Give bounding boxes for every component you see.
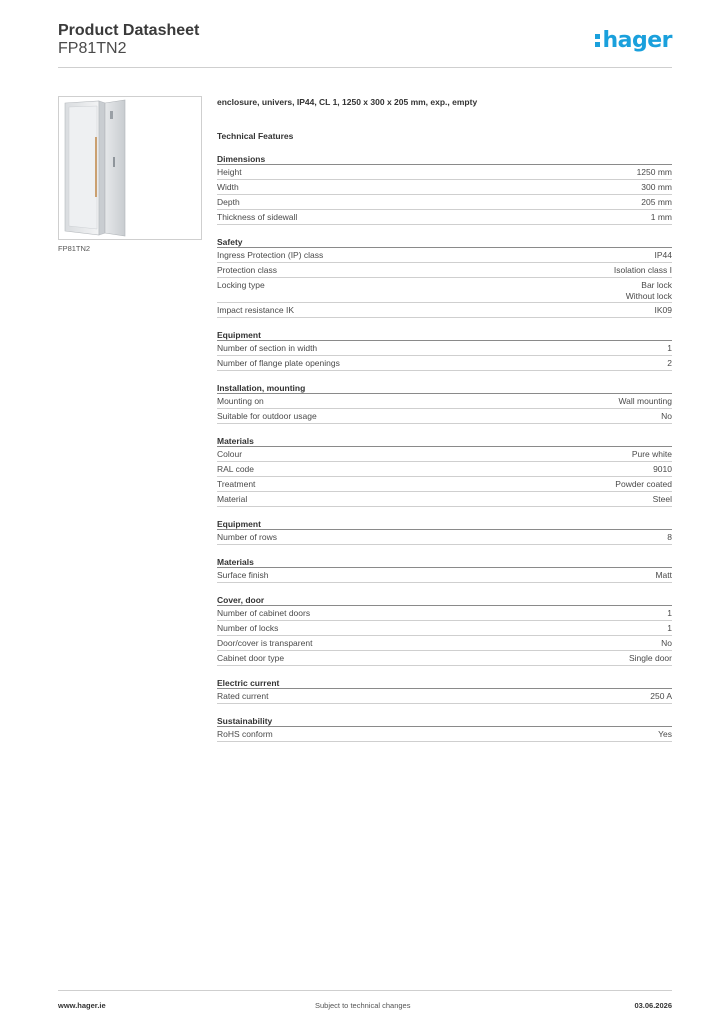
feature-row — [217, 636, 672, 651]
feature-value — [661, 638, 672, 649]
page-header — [58, 20, 672, 68]
feature-value-line: 205 mm — [641, 197, 672, 207]
image-caption: FP81TN2 — [58, 244, 91, 253]
feature-label: Depth — [217, 197, 240, 207]
feature-label: Ingress Protection (IP) class — [217, 250, 324, 260]
feature-label: Surface finish — [217, 570, 269, 580]
feature-section — [217, 517, 672, 545]
feature-row — [217, 492, 672, 507]
feature-value — [618, 396, 672, 407]
product-image — [58, 96, 202, 240]
section-title: Safety — [217, 235, 672, 248]
footer-website: www.hager.ie — [58, 1001, 106, 1010]
feature-value-line: Bar lock — [641, 280, 672, 290]
feature-value — [641, 182, 672, 193]
feature-value-line: 1 — [667, 343, 672, 353]
feature-row — [217, 568, 672, 583]
section-title: Materials — [217, 434, 672, 447]
feature-label: Width — [217, 182, 239, 192]
feature-value — [615, 479, 672, 490]
feature-row — [217, 303, 672, 318]
feature-section — [217, 434, 672, 507]
feature-value — [667, 608, 672, 619]
feature-value — [655, 305, 673, 316]
feature-value-line: 1250 mm — [636, 167, 672, 177]
feature-value — [667, 623, 672, 634]
feature-row — [217, 462, 672, 477]
feature-row — [217, 263, 672, 278]
feature-row — [217, 689, 672, 704]
feature-value-line: 250 A — [650, 691, 672, 701]
feature-row — [217, 530, 672, 545]
feature-section — [217, 381, 672, 424]
feature-row — [217, 210, 672, 225]
feature-label: Number of flange plate openings — [217, 358, 340, 368]
feature-row — [217, 651, 672, 666]
feature-value-line: 300 mm — [641, 182, 672, 192]
feature-row — [217, 195, 672, 210]
feature-label: Suitable for outdoor usage — [217, 411, 317, 421]
feature-row — [217, 621, 672, 636]
feature-label: Height — [217, 167, 242, 177]
section-title: Materials — [217, 555, 672, 568]
feature-value — [667, 343, 672, 354]
feature-value — [655, 570, 672, 581]
feature-label: Mounting on — [217, 396, 264, 406]
feature-value — [632, 449, 672, 460]
section-title: Electric current — [217, 676, 672, 689]
feature-row — [217, 165, 672, 180]
section-title: Dimensions — [217, 152, 672, 165]
feature-value-line: Yes — [658, 729, 672, 739]
footer-date: 03.06.2026 — [634, 1001, 672, 1010]
feature-value-line: No — [661, 638, 672, 648]
feature-value-line: 1 mm — [650, 212, 672, 222]
product-description: enclosure, univers, IP44, CL 1, 1250 x 300 x 205 mm, exp., empty — [217, 97, 478, 107]
feature-value-line: Steel — [652, 494, 672, 504]
logo-text: hager — [602, 27, 672, 53]
feature-row — [217, 727, 672, 742]
section-title: Cover, door — [217, 593, 672, 606]
feature-section — [217, 328, 672, 371]
feature-value — [626, 280, 672, 302]
feature-value — [653, 494, 672, 505]
feature-label: Number of section in width — [217, 343, 318, 353]
feature-label: Protection class — [217, 265, 277, 275]
feature-value — [629, 653, 672, 664]
feature-label: Number of rows — [217, 532, 277, 542]
feature-value-line: No — [661, 411, 672, 421]
feature-value — [651, 212, 672, 223]
feature-value — [667, 358, 672, 369]
feature-value-line: IK09 — [654, 305, 672, 315]
feature-value-line: Matt — [655, 570, 672, 580]
section-title: Sustainability — [217, 714, 672, 727]
feature-label: Thickness of sidewall — [217, 212, 298, 222]
feature-row — [217, 477, 672, 492]
feature-value — [614, 265, 672, 276]
feature-row — [217, 278, 672, 303]
feature-row — [217, 180, 672, 195]
feature-value-line: 2 — [667, 358, 672, 368]
feature-label: Number of cabinet doors — [217, 608, 311, 618]
feature-label: Number of locks — [217, 623, 279, 633]
product-details — [217, 96, 672, 752]
feature-value — [641, 197, 672, 208]
feature-row — [217, 394, 672, 409]
feature-label: Rated current — [217, 691, 269, 701]
hager-logo — [595, 26, 672, 54]
document-title: Product Datasheet — [58, 22, 200, 39]
footer-note: Subject to technical changes — [315, 1001, 411, 1010]
feature-value-line: 1 — [667, 608, 672, 618]
feature-sections — [217, 152, 672, 742]
feature-value — [661, 411, 672, 422]
section-title: Equipment — [217, 517, 672, 530]
feature-row — [217, 248, 672, 263]
feature-label: RAL code — [217, 464, 255, 474]
feature-section — [217, 152, 672, 225]
feature-value — [667, 532, 672, 543]
feature-label: Locking type — [217, 280, 265, 290]
section-title: Equipment — [217, 328, 672, 341]
feature-value — [637, 167, 672, 178]
feature-row — [217, 447, 672, 462]
feature-row — [217, 356, 672, 371]
feature-label: Door/cover is transparent — [217, 638, 313, 648]
feature-row — [217, 341, 672, 356]
feature-value — [658, 729, 672, 740]
feature-label: Impact resistance IK — [217, 305, 295, 315]
feature-value-line: Powder coated — [615, 479, 672, 489]
section-title: Installation, mounting — [217, 381, 672, 394]
feature-section — [217, 676, 672, 704]
feature-value-line: 1 — [667, 623, 672, 633]
feature-row — [217, 409, 672, 424]
feature-section — [217, 555, 672, 583]
feature-value-line: IP44 — [654, 250, 672, 260]
feature-value-line: 9010 — [653, 464, 672, 474]
logo-dots-icon — [595, 34, 600, 47]
feature-section — [217, 235, 672, 318]
feature-section — [217, 714, 672, 742]
feature-value-line: Single door — [628, 653, 672, 663]
product-code: FP81TN2 — [58, 40, 127, 57]
feature-value — [650, 691, 672, 702]
feature-label: RoHS conform — [217, 729, 273, 739]
feature-value — [653, 464, 672, 475]
technical-features-heading: Technical Features — [217, 131, 294, 141]
feature-value-line: Pure white — [631, 449, 672, 459]
feature-label: Colour — [217, 449, 243, 459]
feature-label: Material — [217, 494, 248, 504]
feature-value-line: Without lock — [625, 291, 672, 301]
page-footer — [58, 990, 672, 1014]
enclosure-illustration — [59, 97, 201, 239]
feature-section — [217, 593, 672, 666]
feature-label: Treatment — [217, 479, 256, 489]
feature-row — [217, 606, 672, 621]
feature-value-line: Isolation class I — [613, 265, 672, 275]
feature-label: Cabinet door type — [217, 653, 285, 663]
feature-value — [655, 250, 673, 261]
feature-value-line: Wall mounting — [618, 396, 672, 406]
feature-value-line: 8 — [667, 532, 672, 542]
